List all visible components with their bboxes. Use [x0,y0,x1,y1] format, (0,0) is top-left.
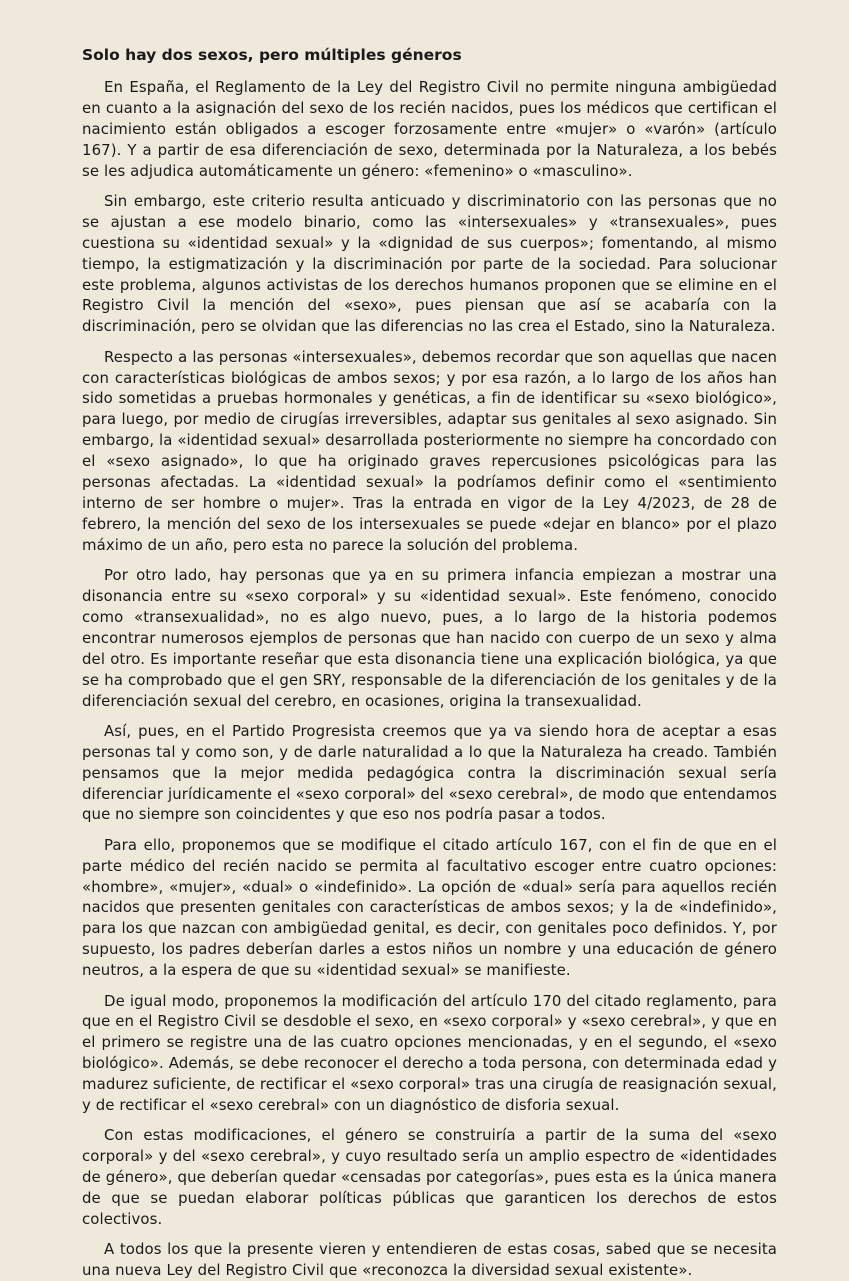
document-title: Solo hay dos sexos, pero múltiples géneros [82,46,462,64]
paragraph-1: En España, el Reglamento de la Ley del Registro Civil no permite ninguna ambigüedad en cuanto a la asignación del sexo de los recién nacidos, pues los médicos que certifican el nacimiento están obligados a escoger forzosamente entre «mujer» o «varón» (artículo 167). Y a partir de esa diferenciación de sexo, determinada por la Naturaleza, a los bebés se les adjudica automáticamente un género: «femenino» o «masculino». [82,78,777,180]
paragraph-7: De igual modo, proponemos la modificación del artículo 170 del citado reglamento, para que en el Registro Civil se desdoble el sexo, en «sexo corporal» y «sexo cerebral», y que en el primero se registre una de las cuatro opciones mencionadas, y en el segundo, el «sexo biológico». Además, se debe reconocer el derecho a toda persona, con determinada edad y madurez suficiente, de rectificar el «sexo corporal» tras una cirugía de reasignación sexual, y de rectificar el «sexo cerebral» con un diagnóstico de disforia sexual. [82,991,777,1115]
paragraph-2: Sin embargo, este criterio resulta anticuado y discriminatorio con las personas que no se ajustan a ese modelo binario, como las «intersexuales» y «transexuales», pues cuestiona su «identidad sexual» y la «dignidad de sus cuerpos»; fomentando, al mismo tiempo, la estigmatización y la discriminación por parte de la sociedad. Para solucionar este problema, algunos activistas de los derechos humanos proponen que se elimine en el Registro Civil la mención del «sexo», pues piensan que así se acabaría con la discriminación, pero se olvidan que las diferencias no las crea el Estado, sino la Naturaleza. [82,191,777,336]
paragraph-3: Respecto a las personas «intersexuales», debemos recordar que son aquellas que nacen con características biológicas de ambos sexos; y por esa razón, a lo largo de los años han sido sometidas a pruebas hormonales y genéticas, a fin de identificar su «sexo biológico», para luego, por medio de cirugías irreversibles, adaptar sus genitales al sexo asignado. Sin embargo, la «identidad sexual» desarrollada posteriormente no siempre ha concordado con el «sexo asignado», lo que ha originado graves repercusiones psicológicas para las personas afectadas. La «identidad sexual» la podríamos definir como el «sentimiento interno de ser hombre o mujer». Tras la entrada en vigor de la Ley 4/2023, de 28 de febrero, la mención del sexo de los intersexuales se puede «dejar en blanco» por el plazo máximo de un año, pero esta no parece la solución del problema. [82,347,778,554]
paragraph-4: Por otro lado, hay personas que ya en su primera infancia empiezan a mostrar una disonancia entre su «sexo corporal» y su «identidad sexual». Este fenómeno, conocido como «transexualidad», no es algo nuevo, pues, a lo largo de la historia podemos encontrar numerosos ejemplos de personas que han nacido con cuerpo de un sexo y alma del otro. Es importante reseñar que esta disonancia tiene una explicación biológica, ya que se ha comprobado que el gen SRY, responsable de la diferenciación de los genitales y de la diferenciación sexual del cerebro, en ocasiones, origina la transexualidad. [82,566,777,710]
paragraph-8: Con estas modificaciones, el género se construiría a partir de la suma del «sexo corporal» y del «sexo cerebral», y cuyo resultado sería un amplio espectro de «identidades de género», que deberían quedar «censadas por categorías», pues esta es la única manera de que se puedan elaborar políticas públicas que garanticen los derechos de estos colectivos. [82,1126,777,1228]
paragraph-5: Así, pues, en el Partido Progresista creemos que ya va siendo hora de aceptar a esas personas tal y como son, y de darle naturalidad a lo que la Naturaleza ha creado. También pensamos que la mejor medida pedagógica contra la discriminación sexual sería diferenciar jurídicamente el «sexo corporal» del «sexo cerebral», de modo que entendamos que no siempre son coincidentes y que eso nos podría pasar a todos. [82,721,777,824]
paragraph-9: A todos los que la presente vieren y entendieren de estas cosas, sabed que se necesita una nueva Ley del Registro Civil que «reconozca la diversidad sexual existente». [82,1240,777,1280]
paragraph-6: Para ello, proponemos que se modifique el citado artículo 167, con el fin de que en el parte médico del recién nacido se permita al facultativo escoger entre cuatro opciones: «hombre», «mujer», «dual» o «indefinido». La opción de «dual» sería para aquellos recién nacidos que presenten genitales con características de ambos sexos; y la de «indefinido», para los que nazcan con ambigüedad genital, es decir, con genitales poco definidos. Y, por supuesto, los padres deberían darles a estos niños un nombre y una educación de género neutros, a la espera de que su «identidad sexual» se manifieste. [82,835,777,980]
